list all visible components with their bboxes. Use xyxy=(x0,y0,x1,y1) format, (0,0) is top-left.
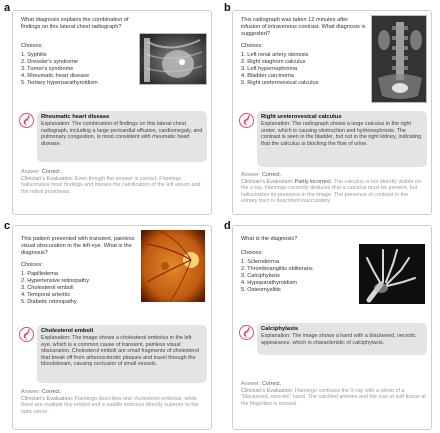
answer-key: Answer: xyxy=(21,389,41,395)
choice-item: 2. Dressler's syndrome xyxy=(21,59,79,65)
choice-item: 5. Osteomyelitis xyxy=(241,287,281,293)
eval-key: Clinician's Evaluation: xyxy=(21,175,74,182)
answer-key: Answer: xyxy=(241,381,261,387)
evaluation-block xyxy=(21,389,206,415)
answer-bubble xyxy=(257,111,427,167)
choices-header: Choices: xyxy=(21,43,43,49)
panel-label-c: c xyxy=(4,220,11,232)
answer-key: Answer: xyxy=(241,172,261,178)
panel-d xyxy=(232,225,432,430)
choices-list xyxy=(241,52,318,87)
answer-value: Correct. xyxy=(41,169,62,175)
choice-item: 2. Right staghorn calculus xyxy=(241,59,306,65)
question-text: This radiograph was taken 12 minutes after infusion of intravenous contrast. What diagnosis is suggested? xyxy=(241,17,366,37)
choice-item: 3. Turner's syndrome xyxy=(21,66,74,72)
answer-value: Correct. xyxy=(41,389,62,395)
flamingo-icon xyxy=(19,113,34,128)
abdominal-urogram-xray-image xyxy=(371,15,427,103)
evaluation-block xyxy=(21,169,206,195)
answer-explanation: Explanation: The image shows a cholesterol embolus in the left eye, which is a common cause of transient, painless visual obscuration. Cholesterol emboli are small fragments of cholesterol that break off from atherosclerotic plaques and travel through the bloodstream, causing occlusion of small vessels. xyxy=(41,335,199,367)
question-text: This patient presented with transient, painless visual obscuration in the left eye. What is the diagnosis? xyxy=(21,236,135,256)
flamingo-icon xyxy=(239,113,254,128)
answer-title: Rheumatic heart disease xyxy=(41,114,110,120)
choice-item: 5. Right ureterovesical calculus xyxy=(241,80,319,86)
choice-item: 2. Thromboangiitis obliterans xyxy=(241,266,313,272)
choice-item: 1. Left renal artery stenosis xyxy=(241,52,309,58)
answer-bubble xyxy=(37,111,207,162)
choice-item: 3. Calciphylaxis xyxy=(241,273,280,279)
panel-label-d: d xyxy=(224,220,231,232)
choices-header: Choices: xyxy=(241,250,263,256)
choice-item: 4. Bladder carcinoma xyxy=(241,73,294,79)
eval-key: Clinician's Evaluation: xyxy=(241,178,294,185)
question-text: What is the diagnosis? xyxy=(241,236,298,242)
panel-label-a: a xyxy=(4,2,11,14)
panel-b xyxy=(232,10,432,215)
choice-item: 1. Papilledema xyxy=(21,271,59,277)
answer-title: Right ureterovesical calculus xyxy=(261,114,342,120)
choice-item: 2. Hypertensive retinopathy xyxy=(21,278,90,284)
choice-item: 1. Scleroderma xyxy=(241,259,279,265)
answer-explanation: Explanation: The image shows a hand with a blackened, necrotic appearance, which is characteristic of calciphylaxis. xyxy=(261,333,416,346)
answer-bubble xyxy=(257,323,427,355)
choices-header: Choices: xyxy=(21,262,43,268)
eval-text: Even though the answer is correct, Flamingo hallucinates most findings and misses the calcification of the left atrium and the mitral prosthesis. xyxy=(21,175,201,195)
choices-header: Choices: xyxy=(241,43,263,49)
choices-list xyxy=(21,271,89,306)
eval-text: Flamingo describes one cholesterol embolus, while there are multiple tiny emboli and a saddle embolus directly superior to the optic nerve. xyxy=(21,395,199,415)
panel-a xyxy=(12,10,212,215)
hand-xray-image xyxy=(359,244,425,304)
choice-item: 5. Tertiary hyperparathyroidism xyxy=(21,80,98,86)
eval-value: Partly incorrect. xyxy=(294,178,333,185)
flamingo-icon xyxy=(19,327,34,342)
choice-item: 4. Rheumatic heart disease xyxy=(21,73,90,79)
answer-key: Answer: xyxy=(21,169,41,175)
choices-list xyxy=(241,259,313,294)
answer-title: Calciphylaxis xyxy=(261,326,299,332)
question-text: What diagnosis explains the combination of findings on this lateral chest radiograph? xyxy=(21,17,129,30)
choice-item: 1. Syphilis xyxy=(21,52,47,58)
answer-value: Correct. xyxy=(261,381,282,387)
answer-title: Cholesterol emboli xyxy=(41,328,94,334)
choice-item: 3. Left hypernephroma xyxy=(241,66,298,72)
answer-bubble xyxy=(37,325,207,383)
choice-item: 3. Cholesterol emboli xyxy=(21,285,74,291)
eval-key: Clinician's Evaluation: xyxy=(21,395,74,402)
answer-explanation: Explanation: The radiograph shows a large calculus in the right ureter, which is causing obstruction and hydronephrosis. The contrast is seen in the bladder, but not in the right kidney, indicating that the calculus is blocking the flow of urine. xyxy=(261,121,422,147)
eval-text: Flamingo confuses the X-ray with a photo of a "blackened, necrotic" hand. The calcified arteries and the loss of soft tissue at the fingertips is missed. xyxy=(241,387,426,407)
fundus-photo-image xyxy=(141,230,205,302)
choice-item: 4. Hypoparathyroidism xyxy=(241,280,297,286)
lateral-chest-xray-image xyxy=(139,33,207,85)
evaluation-block xyxy=(241,172,426,205)
evaluation-block xyxy=(241,381,426,407)
answer-value: Correct. xyxy=(261,172,282,178)
panel-label-b: b xyxy=(224,2,231,14)
eval-text: The calculus is not directly visible on the x-ray. Flamingo correctly deduces that a calculus must be present, but hallucinates its presence in the image. The presence of contrast in the urinary tract is described inaccurately. xyxy=(241,178,421,205)
choice-item: 4. Temporal arteritis xyxy=(21,292,71,298)
choice-item: 5. Diabetic retinopathy xyxy=(21,299,77,305)
answer-explanation: Explanation: The combination of findings on this lateral chest radiograph, including a large pericardial effusion, cardiomegaly, and pulmonary congestion, is most consistent with rheumatic heart disease. xyxy=(41,121,203,147)
eval-key: Clinician's Evaluation: xyxy=(241,387,294,394)
choices-list xyxy=(21,52,98,87)
panel-c xyxy=(12,225,212,430)
flamingo-icon xyxy=(239,325,254,340)
